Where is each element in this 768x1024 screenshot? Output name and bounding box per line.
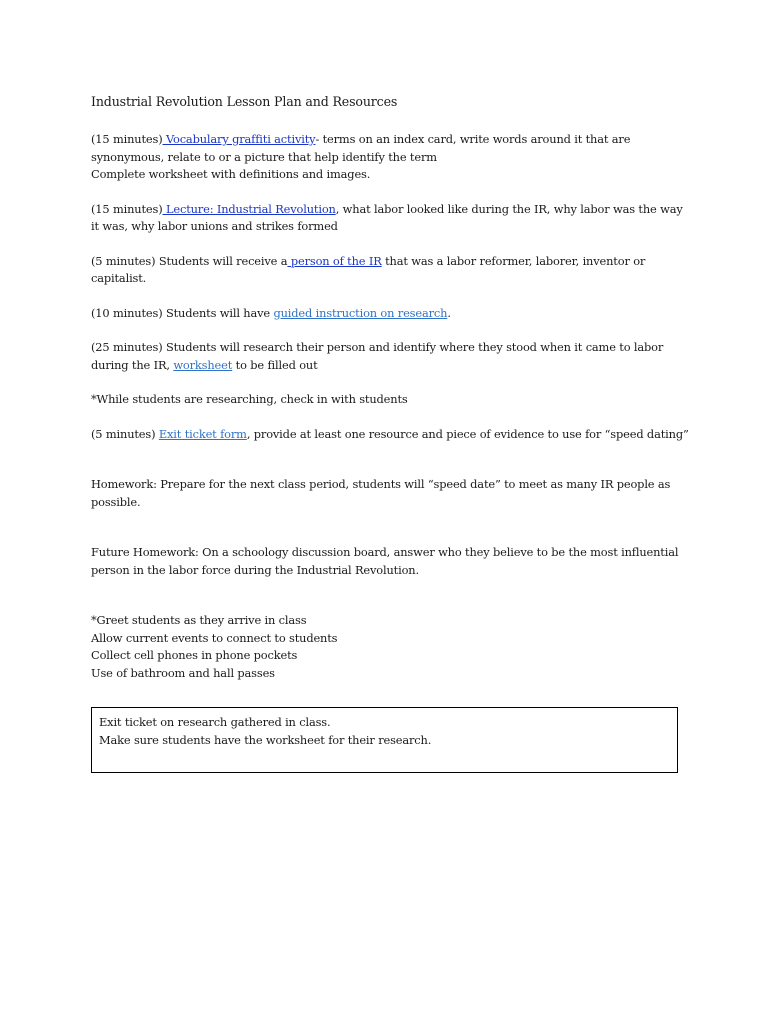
routine-item: Collect cell phones in phone pockets: [91, 648, 298, 662]
routine-list: [91, 612, 691, 682]
lecture-time: (15 minutes): [91, 201, 163, 216]
future-homework-paragraph: Future Homework: On a schoology discussion board, answer who they believe to be the most influential person in the labor force during the Industrial Revolution.: [91, 545, 679, 577]
routine-item: Use of bathroom and hall passes: [91, 665, 275, 680]
worksheet-link[interactable]: worksheet: [173, 357, 233, 372]
box-line-2: Make sure students have the worksheet for their research.: [99, 732, 432, 747]
exit-ticket-form-link[interactable]: Exit ticket form: [158, 426, 247, 441]
vocab-worksheet-line: Complete worksheet with definitions and images.: [91, 167, 371, 181]
research-end: to be filled out: [232, 357, 318, 372]
vocab-paragraph: [91, 131, 691, 166]
lecture-link[interactable]: Lecture: Industrial Revolution: [162, 201, 336, 216]
lecture-paragraph: [91, 201, 691, 236]
document-title: Industrial Revolution Lesson Plan and Resources: [91, 94, 398, 109]
exit-time: (5 minutes): [91, 426, 159, 441]
guided-paragraph: [91, 305, 691, 323]
homework-paragraph: Homework: Prepare for the next class period, students will “speed date” to meet as many IR people as possible.: [91, 477, 671, 509]
vocab-graffiti-link[interactable]: Vocabulary graffiti activity: [162, 132, 316, 146]
routine-item: Allow current events to connect to students: [91, 630, 338, 645]
guided-end: .: [447, 305, 451, 320]
lecture-description: , what labor looked like during the IR, why labor was the way it was, why labor unions and strikes formed: [91, 201, 683, 233]
guided-instruction-link[interactable]: guided instruction on research: [273, 305, 448, 320]
research-intro: (25 minutes) Students will research their person and identify where they stood when it came to labor during the IR,: [91, 340, 664, 372]
box-line-1: Exit ticket on research gathered in class.: [99, 715, 331, 729]
person-of-ir-link[interactable]: person of the IR: [287, 253, 382, 268]
vocab-description: - terms on an index card, write words around it that are synonymous, relate to or a picture that help identify the term: [91, 132, 631, 164]
person-description: that was a labor reformer, laborer, inventor or capitalist.: [91, 253, 646, 285]
routine-item: *Greet students as they arrive in class: [91, 613, 307, 627]
exit-ticket-box: [91, 707, 678, 773]
person-intro: (5 minutes) Students will receive a: [91, 253, 288, 268]
research-paragraph: [91, 339, 691, 374]
vocab-time: (15 minutes): [91, 132, 163, 146]
guided-intro: (10 minutes) Students will have: [91, 305, 274, 320]
document-body: [91, 93, 691, 682]
researching-note: *While students are researching, check in with students: [91, 392, 408, 406]
exit-description: , provide at least one resource and piece of evidence to use for “speed dating”: [246, 426, 689, 441]
person-paragraph: [91, 253, 691, 288]
exit-paragraph: [91, 426, 691, 444]
